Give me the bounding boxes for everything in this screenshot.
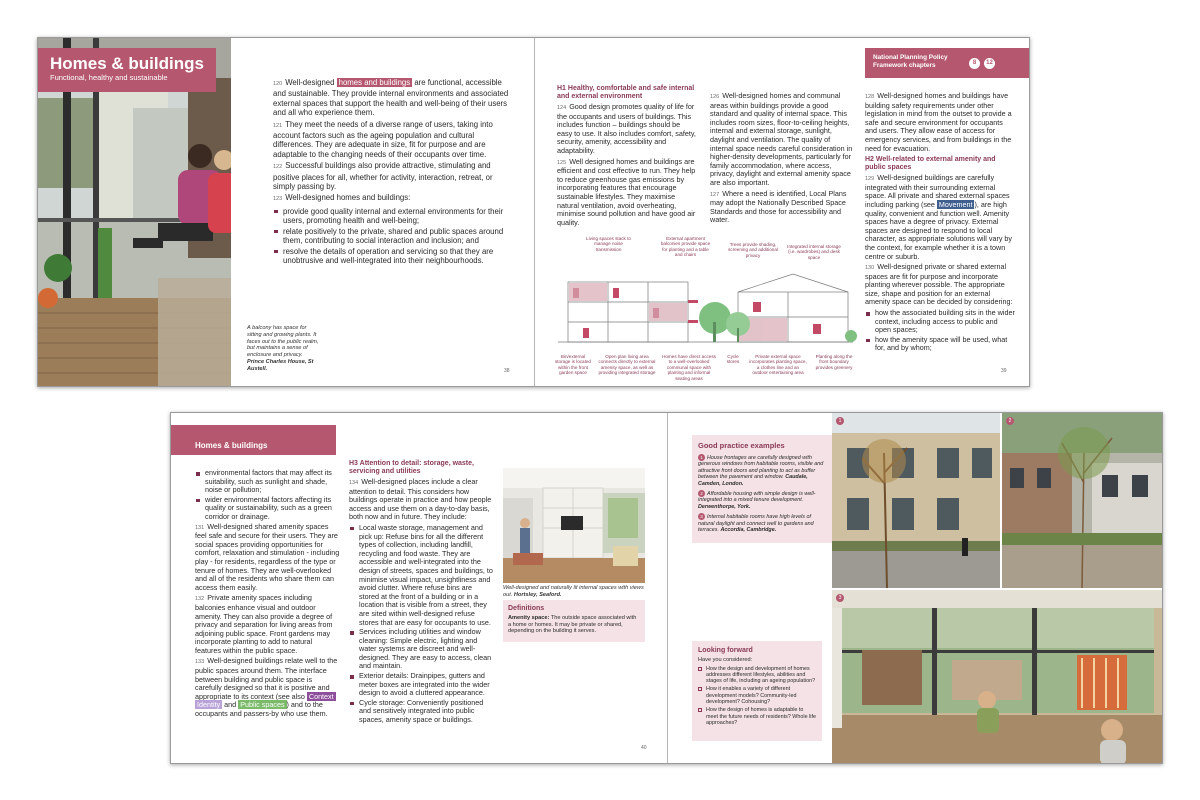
diagram-label: Integrated internal storage (i.e. wardrobes) and desk space — [787, 244, 841, 260]
checkbox-icon[interactable] — [698, 667, 702, 671]
paragraph-127: 127 Where a need is identified, Local Plans may adopt the Nationally Described Space Standards and those for accessibility and water. — [710, 188, 847, 225]
paragraph-122: 122 Successful buildings also provide attractive, stimulating and positive places for all, whether for activity, interaction, retreat, or simply passing by. — [273, 161, 493, 192]
page-41 — [668, 413, 1163, 763]
column-1 — [557, 82, 697, 229]
building-section-diagram — [553, 234, 858, 384]
diagram-label: Open plan living area connects directly to external amenity space, as well as providing integrated storage — [598, 354, 656, 376]
link-identity[interactable]: Identity — [197, 700, 221, 710]
paragraph-130: 130 Well-designed private or shared external spaces are fit for purpose and incorporate planting wherever possible. The appropriate size, shape and position for an external amenity space can be decided by considering: — [865, 262, 1013, 307]
building-section-drawing — [553, 262, 858, 352]
paragraph-130-list — [865, 309, 1015, 353]
paragraph-129: 129 Well-designed buildings are carefully integrated with their surrounding external space. All private and shared external spaces including parking (see Movement ), are high quality, convenient and function well. Amenity spaces have a degree of privacy. External spaces are designed to respond to local character, as appropriate solutions will vary by the context, for example whether it is a town centre or suburb. — [865, 173, 1013, 261]
list-item: Cycle storage: Conveniently positioned and sensitively integrated into public spaces, amenity space or buildings. — [349, 699, 494, 725]
definitions-text: Amenity space: The outside space associated with a home or homes. It may be private or shared, depending on the building it serves. — [508, 615, 637, 635]
good-practice-item: 2 Affordable housing with simple design is well-integrated into a mixed tenure development. Derwenthorpe, York. — [698, 491, 816, 510]
photo-number-badge: 2 — [1006, 417, 1014, 425]
paragraph-125: 125 Well designed homes and buildings are efficient and cost effective to run. They help to reduce greenhouse gas emissions by incorporating features that encourage sustainable lifestyles. They maximise natural ventilation, avoid overheating, minimise sound pollution and have good air quality. — [557, 156, 696, 227]
list-item: how the associated building sits in the wider context, including access to public and open spaces; — [865, 309, 1015, 335]
heading-h1: H1 Healthy, comfortable and safe internal and external environment — [557, 85, 695, 100]
page-39 — [535, 38, 1030, 386]
photo-number-badge: 1 — [698, 454, 705, 461]
diagram-label: Homes have direct access to a well-overlooked communal space with planting and informal seating areas — [662, 354, 716, 381]
heading-h3: H3 Attention to detail: storage, waste, servicing and utilities — [349, 460, 474, 475]
link-context[interactable]: Context — [308, 691, 334, 701]
interior-photo — [503, 468, 645, 583]
good-practice-title: Good practice examples — [698, 441, 785, 450]
looking-forward-box — [692, 641, 822, 741]
paragraph-121: 121 They meet the needs of a diverse range of users, taking into account factors such as the ageing population and cultural differences. They are adequate in size, fit for purpose and are adaptable to the changing needs of their occupants over time. — [273, 119, 493, 159]
section-banner-label: Homes & buildings — [195, 441, 268, 450]
list-item: Local waste storage, management and pick up: Refuse bins for all the different types of collection, including landfill, recycling and food waste. They are accessible and well-integrated into the design of streets, spaces and buildings, to minimise visual impact, unsightliness and avoid clutter. Where refuse bins are stored at the front of a building or in a location that is visible from a street, they are sited within well-designed refuse stores that are easy for occupants to use. — [349, 524, 494, 627]
page-number: 39 — [1001, 368, 1007, 374]
list-item: how the amenity space will be used, what for, and by whom; — [865, 336, 1015, 353]
heading-h2: H2 Well-related to external amenity and public spaces — [865, 156, 996, 172]
page-subtitle: Functional, healthy and sustainable — [50, 73, 168, 82]
diagram-label: Planting along the front boundary provides greenery — [815, 354, 853, 370]
definitions-title: Definitions — [508, 605, 545, 612]
link-movement[interactable]: Movement — [938, 199, 973, 209]
looking-forward-intro: Have you considered: — [698, 657, 753, 663]
photo-number-badge: 3 — [836, 594, 844, 602]
paragraph-124: 124 Good design promotes quality of life for the occupants and users of buildings. This includes function – buildings should be easy to use. It also includes comfort, safety, security, amenity, accessibility and adaptability. — [557, 102, 696, 155]
main-text-column — [273, 78, 513, 266]
diagram-label: Living spaces stack to manage noise transmission — [586, 236, 631, 252]
page-40 — [171, 413, 667, 763]
list-item: wider environmental factors affecting its quality or sustainability, such as a green corridor or drainage. — [195, 496, 340, 522]
paragraph-126: 126 Well-designed homes and communal areas within buildings provide a good standard and quality of internal space. This includes room sizes, floor-to-ceiling heights, internal and external storage, sunlight, daylight and ventilation. The quality of internal space needs careful consideration in higher-density developments, particularly for family accommodation, where access, privacy, daylight and external amenity space are also important. — [710, 92, 853, 187]
photo-number-badge: 3 — [698, 513, 705, 520]
terrace-houses-illustration — [832, 413, 1000, 588]
spread-top — [37, 37, 1030, 387]
paragraph-123-list — [273, 207, 513, 265]
paragraph-132: 132 Private amenity spaces including balconies enhance visual and outdoor amenity. They can also provide a degree of privacy and separation for living areas from adjoining public space. Front gardens may incorporate planting to add to natural features within the public space. — [195, 593, 333, 655]
paragraph-131: 131 Well-designed shared amenity spaces feel safe and secure for their users. They are social spaces providing opportunities for comfort, relaxation and stimulation - including play - for residents, regardless of the type or tenure of homes. They are well-overlooked and all of the residents who share them can access them easily. — [195, 521, 340, 592]
checkbox-icon[interactable] — [698, 687, 702, 691]
paragraph-134: 134 Well-designed places include a clear attention to detail. This considers how buildings operate in practice and how people access and use them on a day-to-day basis, both now and in future. They include: — [349, 477, 492, 522]
diagram-label: Trees provide shading, screening and additional privacy — [728, 242, 778, 258]
paragraph-134-list — [349, 524, 494, 725]
nppf-chapter-badge[interactable]: 8 — [969, 58, 980, 69]
diagram-label: Bin/external storage is located within the front garden space — [554, 354, 591, 376]
good-practice-box — [692, 435, 832, 543]
diagram-label: External apartment balconies provide space for planting and a table and chairs — [660, 236, 711, 258]
checklist-item: How the design of homes is adaptable to meet the future needs of residents? Whole life approaches? — [698, 707, 816, 726]
paragraph-120: 120 Well-designed homes and buildings are functional, accessible and sustainable. They provide internal environments and associated external spaces that support the health and well-being of their users and all who experience them. — [273, 78, 509, 118]
courtyard-houses-illustration — [1002, 413, 1163, 588]
column-3 — [865, 92, 1015, 354]
nppf-label: National Planning Policy Framework chapters — [873, 54, 948, 69]
list-item: Services including utilities and window cleaning: Simple electric, lighting and water systems are discreet and well-designed. They are easy to access, clean and maintain. — [349, 628, 494, 671]
example-photo-2 — [1002, 413, 1163, 588]
balcony-photo-caption: A balcony has space for sitting and growing plants. It faces out to the public realm, but maintains a sense of enclosure and privacy. Prince Charles House, St Austell. — [247, 325, 319, 372]
list-item: relate positively to the private, shared and public spaces around them, contributing to social interaction and inclusion; and — [273, 227, 513, 246]
link-homes-and-buildings[interactable]: homes and buildings — [338, 78, 411, 87]
photo-number-badge: 1 — [836, 417, 844, 425]
continued-list — [195, 469, 340, 522]
paragraph-128: 128 Well-designed homes and buildings have building safety requirements under other legislation in mind from the outset to provide a safe and secure environment for occupants and users. They allow ease of access for emergency services, and from buildings in the need for evacuation. — [865, 92, 1012, 153]
page-38 — [38, 38, 534, 386]
good-practice-item: 3 Internal habitable rooms have high levels of natural daylight and connect well to gardens and terraces. Accordia, Cambridge. — [698, 514, 814, 534]
example-photo-3 — [832, 590, 1163, 763]
checkbox-icon[interactable] — [698, 708, 702, 712]
section-title-banner — [38, 48, 216, 92]
nppf-chapters-banner — [865, 48, 1030, 78]
example-photo-1 — [832, 413, 1000, 588]
paragraph-133: 133 Well-designed buildings relate well to the public spaces around them. The interface between building and public space is carefully designed so that it is positive and appropriate to its context (see also Context Identity and Public spaces ) and to the occupants and passers-by who use them. — [195, 656, 338, 719]
page-number: 38 — [504, 368, 510, 374]
list-item: provide good quality internal and external environments for their users, promoting health and well-being; — [273, 207, 513, 226]
interior-photo-caption: Well-designed and naturally lit internal spaces with views out. Hortsley, Seaford. — [503, 585, 644, 598]
definitions-box — [503, 600, 645, 642]
nppf-chapter-badge[interactable]: 12 — [984, 58, 995, 69]
page-title: Homes & buildings — [50, 54, 204, 73]
kitchen-garden-view-illustration — [832, 590, 1163, 763]
list-item: resolve the details of operation and servicing so that they are unobtrusive and well-integrated into their neighbourhoods. — [273, 247, 513, 266]
photo-number-badge: 2 — [698, 490, 705, 497]
paragraph-123: 123 Well-designed homes and buildings: — [273, 193, 411, 203]
looking-forward-title: Looking forward — [698, 647, 753, 654]
list-item: Exterior details: Drainpipes, gutters and meter boxes are integrated into the wider design to avoid a cluttered appearance. — [349, 672, 494, 698]
list-item: environmental factors that may affect its suitability, such as sunlight and shade, noise or pollution; — [195, 469, 340, 495]
column-1 — [195, 469, 340, 721]
diagram-label: Cycle stores — [726, 354, 740, 365]
section-banner — [171, 425, 336, 455]
column-2 — [710, 92, 855, 227]
page-number: 40 — [641, 745, 647, 751]
good-practice-item: 1 House frontages are carefully designed with generous windows from habitable rooms, visible and attractive front doors and planting to act as buffer between the pavement and window. Caudale, Camden, London. — [698, 455, 824, 487]
interior-photo-illustration — [503, 468, 645, 583]
diagram-label: Private external space incorporates planting space, a clothes line and an outdoor entertaining area — [749, 354, 807, 376]
checklist-item: How it enables a variety of different development models? Community-led development? Cohousing? — [698, 686, 816, 705]
checklist-item: How the design and development of homes addresses different lifestyles, abilities and stages of life, including an ageing population? — [698, 666, 816, 685]
spread-bottom — [170, 412, 1163, 764]
column-2 — [349, 457, 494, 726]
link-public-spaces[interactable]: Public spaces — [240, 700, 285, 710]
